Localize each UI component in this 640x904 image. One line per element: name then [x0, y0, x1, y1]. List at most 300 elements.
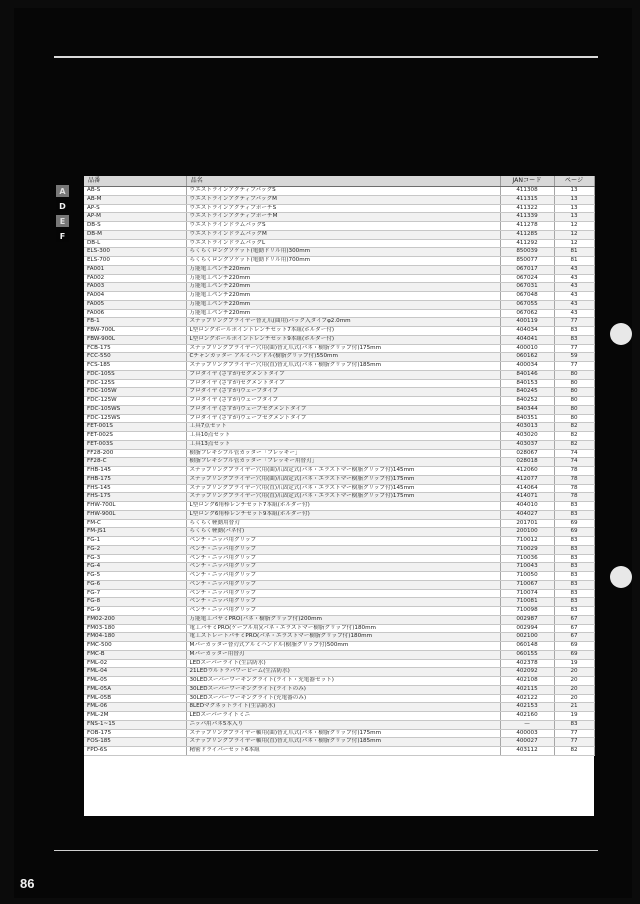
catalog-page-cell: 82 [554, 432, 594, 441]
catalog-page-cell: 80 [554, 405, 594, 414]
product-model-cell: FM04-180 [84, 633, 186, 642]
product-model-cell: FHB-175 [84, 475, 186, 484]
jan-code-cell: 840245 [500, 388, 554, 397]
product-model-cell: FHB-145 [84, 467, 186, 476]
catalog-page-cell: 43 [554, 265, 594, 274]
product-name-cell: スナップリングプライヤー穴用(曲)爪固定式(バネ・エラストマー樹脂グリップ付)145mm [186, 467, 500, 476]
jan-code-cell: 710043 [500, 563, 554, 572]
table-row [84, 353, 594, 362]
product-name-cell: L型ロング6角棒レンチセット7本組(ホルダー付) [186, 502, 500, 511]
product-model-cell: FA003 [84, 283, 186, 292]
product-model-cell: FML-02 [84, 659, 186, 668]
jan-code-cell: 400119 [500, 318, 554, 327]
product-name-cell: ウエストラインアクティブバッグM [186, 195, 500, 204]
jan-code-cell: 411285 [500, 230, 554, 239]
table-row [84, 528, 594, 537]
product-table-body [84, 187, 594, 756]
table-row [84, 300, 594, 309]
jan-code-cell: 067031 [500, 283, 554, 292]
catalog-page-cell: 83 [554, 537, 594, 546]
jan-code-cell: 404041 [500, 335, 554, 344]
table-row [84, 458, 594, 467]
product-name-cell: 電工ストレートバサミPRO(バネ・エラストマー樹脂グリップ付)180mm [186, 633, 500, 642]
jan-code-cell: 402153 [500, 703, 554, 712]
product-name-cell: 樹脂フレキシブル管カッター「フレッキー」 [186, 449, 500, 458]
jan-code-cell: 840252 [500, 397, 554, 406]
product-name-cell: プロダイヤ (さすが)セグメントタイプ [186, 379, 500, 388]
product-model-cell: DB-L [84, 239, 186, 248]
table-row [84, 685, 594, 694]
catalog-page-cell: 12 [554, 239, 594, 248]
product-name-cell: 工具13点セット [186, 440, 500, 449]
table-row [84, 484, 594, 493]
catalog-page-cell: 77 [554, 729, 594, 738]
product-model-cell: FM02-200 [84, 615, 186, 624]
product-name-cell: らくらくロングソケット(電動ドリル用)300mm [186, 248, 500, 257]
catalog-page-cell: 20 [554, 694, 594, 703]
jan-code-cell: 067017 [500, 265, 554, 274]
catalog-page-cell: 21 [554, 703, 594, 712]
jan-code-cell: 411339 [500, 213, 554, 222]
product-model-cell: FG-1 [84, 537, 186, 546]
catalog-page-cell: 78 [554, 484, 594, 493]
product-name-cell: スナップリングプライヤー穴用(直)爪固定式(バネ・エラストマー樹脂グリップ付)175mm [186, 493, 500, 502]
table-row [84, 545, 594, 554]
catalog-page-cell: 83 [554, 335, 594, 344]
table-row [84, 318, 594, 327]
bottom-divider [54, 850, 598, 851]
jan-code-cell: 404034 [500, 327, 554, 336]
jan-code-cell: 201701 [500, 519, 554, 528]
product-name-cell: 万能電工ペンチ220mm [186, 283, 500, 292]
table-row [84, 720, 594, 729]
catalog-page-cell: 74 [554, 458, 594, 467]
product-name-cell: L型ロングボールポイントレンチセット9本組(ホルダー付) [186, 335, 500, 344]
index-tab-e: E [56, 215, 69, 227]
table-row [84, 335, 594, 344]
jan-code-cell: 411315 [500, 195, 554, 204]
catalog-page-cell: 19 [554, 712, 594, 721]
page-number: 86 [20, 876, 35, 891]
catalog-page-cell: 80 [554, 370, 594, 379]
catalog-page-cell: 80 [554, 388, 594, 397]
product-name-cell: ウエストラインドラムバッグL [186, 239, 500, 248]
product-name-cell: Mバーカッター用替刃 [186, 650, 500, 659]
jan-code-cell: 067055 [500, 300, 554, 309]
table-row [84, 274, 594, 283]
catalog-page-cell: 13 [554, 204, 594, 213]
jan-code-cell: 411322 [500, 204, 554, 213]
product-name-cell: ペンチ・ニッパ用グリップ [186, 598, 500, 607]
product-model-cell: AP-S [84, 204, 186, 213]
table-row [84, 493, 594, 502]
table-row [84, 580, 594, 589]
jan-code-cell: 840146 [500, 370, 554, 379]
product-model-cell: FHS-175 [84, 493, 186, 502]
product-name-cell: LEDスーパーライト(生活防水) [186, 659, 500, 668]
product-name-cell: 万能電工ペンチ220mm [186, 300, 500, 309]
model-column-header: 品番 [84, 176, 186, 187]
jan-code-cell: 840344 [500, 405, 554, 414]
table-row [84, 239, 594, 248]
binder-hole-lower [610, 566, 632, 588]
table-row [84, 362, 594, 371]
index-tab-f: F [56, 230, 69, 242]
product-name-cell: ウエストラインドラムバッグS [186, 222, 500, 231]
product-model-cell: FDC-105WS [84, 405, 186, 414]
product-name-cell: 21LEDウルトラバワービーム(生活防水) [186, 668, 500, 677]
catalog-page-cell: 13 [554, 195, 594, 204]
table-row [84, 265, 594, 274]
jan-code-cell: 028018 [500, 458, 554, 467]
jan-code-cell: 400027 [500, 738, 554, 747]
table-row [84, 195, 594, 204]
jan-code-cell: 067062 [500, 309, 554, 318]
jan-code-cell: 060162 [500, 353, 554, 362]
product-model-cell: ELS-300 [84, 248, 186, 257]
product-model-cell: FET-002S [84, 432, 186, 441]
jan-code-cell: 710012 [500, 537, 554, 546]
table-row [84, 292, 594, 301]
product-model-cell: FDC-105S [84, 370, 186, 379]
product-model-cell: FA005 [84, 300, 186, 309]
jan-code-cell: 200100 [500, 528, 554, 537]
product-model-cell: FG-3 [84, 554, 186, 563]
product-table [84, 176, 595, 756]
product-model-cell: FG-7 [84, 589, 186, 598]
product-name-cell: L型ロング6角棒レンチセット9本組(ホルダー付) [186, 510, 500, 519]
catalog-page-cell: 67 [554, 615, 594, 624]
product-model-cell: FA001 [84, 265, 186, 274]
product-name-cell: Mバーカッター替刃式アルミハンドル(樹脂グリップ付)500mm [186, 642, 500, 651]
index-tab-a: A [56, 185, 69, 197]
product-name-cell: スナップリングプライヤー穴用(直)爪固定式(バネ・エラストマー樹脂グリップ付)145mm [186, 484, 500, 493]
product-model-cell: AB-M [84, 195, 186, 204]
table-row [84, 449, 594, 458]
product-name-cell: プロダイヤ (さすが)ウェーブセグメントタイプ [186, 414, 500, 423]
jan-code-cell: 411308 [500, 187, 554, 196]
jan-code-cell: 403013 [500, 423, 554, 432]
table-row [84, 222, 594, 231]
catalog-page-cell: 69 [554, 642, 594, 651]
table-row [84, 187, 594, 196]
jan-code-cell: 710067 [500, 580, 554, 589]
product-name-cell: プロダイヤ (さすが)ウェーブタイプ [186, 388, 500, 397]
product-model-cell: FG-2 [84, 545, 186, 554]
product-model-cell: FBW-900L [84, 335, 186, 344]
product-name-cell: ペンチ・ニッパ用グリップ [186, 554, 500, 563]
product-table-container [84, 176, 594, 816]
table-row [84, 467, 594, 476]
catalog-page-cell: 77 [554, 362, 594, 371]
jan-code-cell: 414064 [500, 484, 554, 493]
table-row [84, 694, 594, 703]
product-name-cell: ペンチ・ニッパ用グリップ [186, 572, 500, 581]
table-row [84, 510, 594, 519]
product-model-cell: FML-2M [84, 712, 186, 721]
page-column-header: ページ [554, 176, 594, 187]
product-model-cell: FML-06 [84, 703, 186, 712]
jan-code-cell: 403112 [500, 747, 554, 756]
table-row [84, 502, 594, 511]
product-name-cell: 樹脂フレキシブル管カッター「フレッキー用替刃」 [186, 458, 500, 467]
product-model-cell: FOS-185 [84, 738, 186, 747]
product-model-cell: FDC-125W [84, 397, 186, 406]
table-row [84, 379, 594, 388]
jan-code-cell: 850039 [500, 248, 554, 257]
name-column-header: 品名 [186, 176, 500, 187]
product-name-cell: 30LEDスーパーワーキングライト(ライト・充電器セット) [186, 677, 500, 686]
catalog-page-cell: 13 [554, 213, 594, 222]
jan-code-cell: 710036 [500, 554, 554, 563]
jan-code-cell: 414071 [500, 493, 554, 502]
table-row [84, 633, 594, 642]
jan-code-cell: 710098 [500, 607, 554, 616]
product-name-cell: プロダイヤ (さすが)ウェーブタイプ [186, 397, 500, 406]
catalog-page-cell: 78 [554, 467, 594, 476]
catalog-page-cell: 19 [554, 659, 594, 668]
catalog-page-cell: 81 [554, 257, 594, 266]
product-name-cell: 工具10点セット [186, 432, 500, 441]
product-model-cell: FDC-125WS [84, 414, 186, 423]
catalog-page-cell: 74 [554, 449, 594, 458]
table-row [84, 397, 594, 406]
jan-code-cell: 400010 [500, 344, 554, 353]
catalog-page-cell: 83 [554, 572, 594, 581]
catalog-page-cell: 69 [554, 528, 594, 537]
product-model-cell: FF28-200 [84, 449, 186, 458]
table-row [84, 703, 594, 712]
jan-code-cell: 840351 [500, 414, 554, 423]
catalog-page-cell: 77 [554, 344, 594, 353]
product-model-cell: FG-8 [84, 598, 186, 607]
jan-code-cell: 002987 [500, 615, 554, 624]
product-model-cell: FA004 [84, 292, 186, 301]
jan-code-cell: 402115 [500, 685, 554, 694]
jan-code-cell: 403037 [500, 440, 554, 449]
product-name-cell: スナップリングプライヤー穴用(直)替え爪式(バネ・樹脂グリップ付)185mm [186, 362, 500, 371]
jan-code-cell: 412060 [500, 467, 554, 476]
product-model-cell: FML-05A [84, 685, 186, 694]
jan-code-cell: 412077 [500, 475, 554, 484]
catalog-page-cell: 69 [554, 519, 594, 528]
table-row [84, 423, 594, 432]
product-name-cell: スナップリングプライヤー穴用(曲)爪固定式(バネ・エラストマー樹脂グリップ付)175mm [186, 475, 500, 484]
catalog-page-cell: 80 [554, 414, 594, 423]
jan-code-cell: 402122 [500, 694, 554, 703]
product-name-cell: 30LEDスーパーワーキングライト(充電器のみ) [186, 694, 500, 703]
table-row [84, 537, 594, 546]
catalog-page-cell: 83 [554, 589, 594, 598]
jan-code-cell: 710074 [500, 589, 554, 598]
product-model-cell: FG-4 [84, 563, 186, 572]
product-model-cell: FHW-700L [84, 502, 186, 511]
table-row [84, 563, 594, 572]
jan-code-cell: 402108 [500, 677, 554, 686]
product-name-cell: 電工バサミPRO(ケーブル用)(バネ・エラストマー樹脂グリップ付)180mm [186, 624, 500, 633]
jan-code-cell: 404027 [500, 510, 554, 519]
catalog-page-cell: 67 [554, 624, 594, 633]
catalog-page-cell: 81 [554, 248, 594, 257]
product-name-cell: 万能電工ペンチ220mm [186, 309, 500, 318]
catalog-page-cell: 83 [554, 607, 594, 616]
table-row [84, 572, 594, 581]
table-row [84, 370, 594, 379]
catalog-page-cell: 78 [554, 475, 594, 484]
catalog-page-cell: 83 [554, 598, 594, 607]
jan-code-cell: 411292 [500, 239, 554, 248]
top-divider [54, 56, 598, 58]
table-row [84, 519, 594, 528]
product-model-cell: FG-5 [84, 572, 186, 581]
product-name-cell: LEDスーパーライトミニ [186, 712, 500, 721]
product-name-cell: 万能電工ペンチ220mm [186, 265, 500, 274]
table-row [84, 204, 594, 213]
catalog-page-cell: 20 [554, 668, 594, 677]
product-model-cell: FG-9 [84, 607, 186, 616]
product-model-cell: FET-003S [84, 440, 186, 449]
product-name-cell: プロダイヤ (さすが)ウェーブセグメントタイプ [186, 405, 500, 414]
catalog-page-cell: 12 [554, 230, 594, 239]
product-name-cell: Cチャンカッター アルミハンドル(樹脂グリップ付)550mm [186, 353, 500, 362]
product-model-cell: FPD-6S [84, 747, 186, 756]
catalog-page-cell: 80 [554, 397, 594, 406]
product-model-cell: DB-S [84, 222, 186, 231]
product-name-cell: スナップリングプライヤー替え爪(曲用)パック入タイプφ2.0mm [186, 318, 500, 327]
table-row [84, 414, 594, 423]
jan-code-cell: 002100 [500, 633, 554, 642]
catalog-page-cell: 77 [554, 738, 594, 747]
table-header-row [84, 176, 594, 187]
catalog-page-cell: 83 [554, 580, 594, 589]
table-row [84, 257, 594, 266]
binder-hole-upper [610, 323, 632, 345]
catalog-page-cell: 77 [554, 318, 594, 327]
jan-code-cell: 067024 [500, 274, 554, 283]
product-model-cell: FOB-175 [84, 729, 186, 738]
product-model-cell: FML-05B [84, 694, 186, 703]
catalog-page-cell: 83 [554, 510, 594, 519]
product-model-cell: FB-1 [84, 318, 186, 327]
jan-column-header: JANコード [500, 176, 554, 187]
table-row [84, 598, 594, 607]
catalog-page-cell: 43 [554, 274, 594, 283]
product-name-cell: プロダイヤ (さすが)セグメントタイプ [186, 370, 500, 379]
table-row [84, 589, 594, 598]
catalog-page-cell: 59 [554, 353, 594, 362]
catalog-page-cell: 67 [554, 633, 594, 642]
product-name-cell: L型ロングボールポイントレンチセット7本組(ホルダー付) [186, 327, 500, 336]
table-row [84, 738, 594, 747]
catalog-page-cell: 83 [554, 502, 594, 511]
product-model-cell: FCC-550 [84, 353, 186, 362]
catalog-page-cell: 69 [554, 650, 594, 659]
product-model-cell: FA002 [84, 274, 186, 283]
product-name-cell: ペンチ・ニッパ用グリップ [186, 537, 500, 546]
catalog-page-cell: 78 [554, 493, 594, 502]
catalog-page-cell: 20 [554, 677, 594, 686]
table-row [84, 283, 594, 292]
jan-code-cell: 400003 [500, 729, 554, 738]
table-row [84, 213, 594, 222]
product-name-cell: ペンチ・ニッパ用グリップ [186, 580, 500, 589]
catalog-page-cell: 82 [554, 747, 594, 756]
jan-code-cell: 840153 [500, 379, 554, 388]
product-name-cell: らくらくロングソケット(電動ドリル用)700mm [186, 257, 500, 266]
jan-code-cell: 400034 [500, 362, 554, 371]
table-row [84, 309, 594, 318]
jan-code-cell: 402092 [500, 668, 554, 677]
jan-code-cell: 060155 [500, 650, 554, 659]
product-name-cell: 万能電工バサミPRO(バネ・樹脂グリップ付)200mm [186, 615, 500, 624]
catalog-page-cell: 82 [554, 440, 594, 449]
product-name-cell: 工具7点セット [186, 423, 500, 432]
product-model-cell: FHS-145 [84, 484, 186, 493]
catalog-page-cell: 82 [554, 423, 594, 432]
product-model-cell: FM-C [84, 519, 186, 528]
table-row [84, 230, 594, 239]
jan-code-cell: 710029 [500, 545, 554, 554]
jan-code-cell: 850077 [500, 257, 554, 266]
table-row [84, 248, 594, 257]
jan-code-cell: 060148 [500, 642, 554, 651]
product-model-cell: FML-04 [84, 668, 186, 677]
product-name-cell: ニッパ用バネ5本入り [186, 720, 500, 729]
jan-code-cell: 028067 [500, 449, 554, 458]
product-model-cell: FG-6 [84, 580, 186, 589]
product-name-cell: ペンチ・ニッパ用グリップ [186, 545, 500, 554]
catalog-page-cell: 43 [554, 300, 594, 309]
product-name-cell: ペンチ・ニッパ用グリップ [186, 589, 500, 598]
product-model-cell: FA006 [84, 309, 186, 318]
product-model-cell: FCS-185 [84, 362, 186, 371]
table-row [84, 388, 594, 397]
product-model-cell: FF28-C [84, 458, 186, 467]
jan-code-cell: 710081 [500, 598, 554, 607]
table-row [84, 405, 594, 414]
product-model-cell: FHW-900L [84, 510, 186, 519]
product-name-cell: 8LEDマグネットライト(生活防水) [186, 703, 500, 712]
index-tab-d: D [56, 200, 69, 212]
catalog-page-cell: 83 [554, 327, 594, 336]
catalog-page-cell: 80 [554, 379, 594, 388]
table-row [84, 624, 594, 633]
product-model-cell: AP-M [84, 213, 186, 222]
product-name-cell: 万能電工ペンチ220mm [186, 292, 500, 301]
product-name-cell: ペンチ・ニッパ用グリップ [186, 563, 500, 572]
product-model-cell: FMC-B [84, 650, 186, 659]
product-name-cell: らくらく軽動(バネ付) [186, 528, 500, 537]
product-model-cell: FCB-175 [84, 344, 186, 353]
table-row [84, 554, 594, 563]
product-name-cell: ウエストラインアクティブポーチM [186, 213, 500, 222]
catalog-page-cell: 83 [554, 545, 594, 554]
table-row [84, 659, 594, 668]
product-model-cell: DB-M [84, 230, 186, 239]
catalog-page-cell: 43 [554, 309, 594, 318]
product-name-cell: ペンチ・ニッパ用グリップ [186, 607, 500, 616]
product-name-cell: ウエストラインアクティブポーチS [186, 204, 500, 213]
product-model-cell: FET-001S [84, 423, 186, 432]
product-name-cell: 30LEDスーパーワーキングライト(ライトのみ) [186, 685, 500, 694]
product-model-cell: FNS-1~15 [84, 720, 186, 729]
product-model-cell: FDC-125S [84, 379, 186, 388]
table-row [84, 747, 594, 756]
catalog-page-cell: 43 [554, 292, 594, 301]
jan-code-cell: 404010 [500, 502, 554, 511]
jan-code-cell: 067048 [500, 292, 554, 301]
product-model-cell: AB-S [84, 187, 186, 196]
